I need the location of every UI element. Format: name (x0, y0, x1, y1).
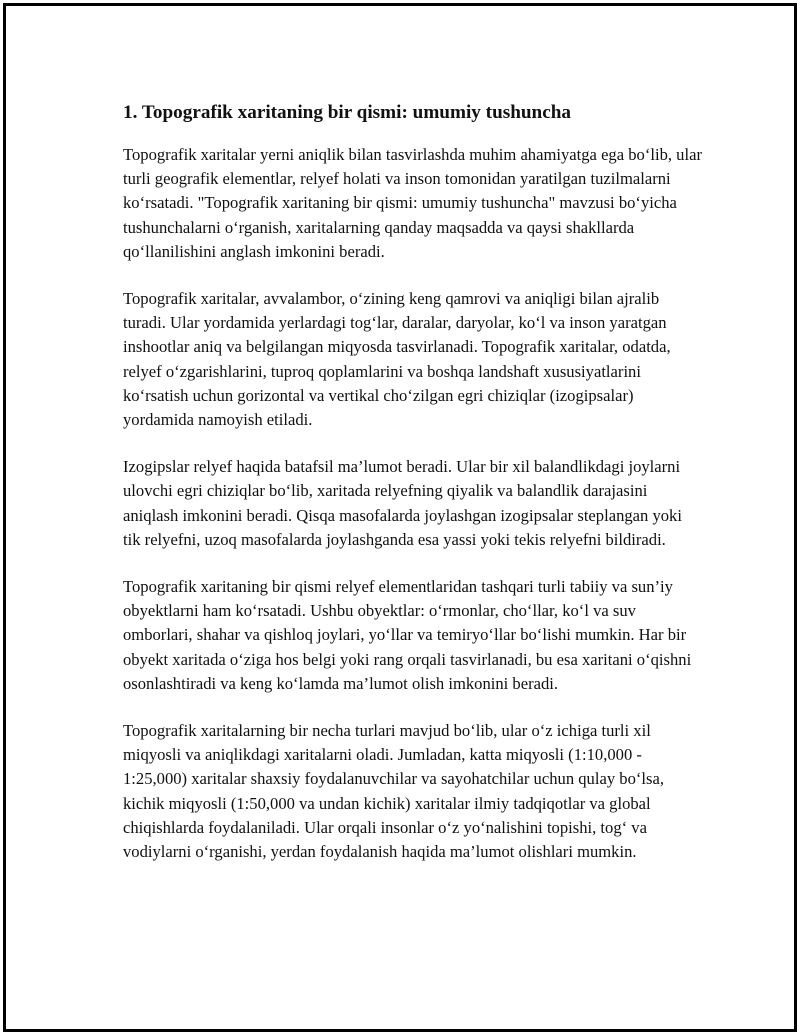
paragraph-intro: Topografik xaritalar yerni aniqlik bilan tasvirlashda muhim ahamiyatga ega bo‘lib, ular turli geografik elementlar, relyef holati va inson tomonidan yaratilgan tuzilmalarni ko‘rsatadi. "Topografik xaritaning bir qismi: umumiy tushuncha" mavzusi bo‘yicha tushunchalarni o‘rganish, xaritalarning qanday maqsadda va qaysi shakllarda qo‘llanilishini anglash imkonini beradi. (123, 145, 702, 261)
paragraph-scope: Topografik xaritalar, avvalambor, o‘zining keng qamrovi va aniqligi bilan ajralib turadi. Ular yordamida yerlardagi tog‘lar, daralar, daryolar, ko‘l va inson yaratgan inshootlar aniq va belgilangan miqyosda tasvirlanadi. Topografik xaritalar, odatda, relyef o‘zgarishlarini, tuproq qoplamlarini va boshqa landshaft xususiyatlarini ko‘rsatish uchun gorizontal va vertikal cho‘zilgan egri chiziqlar (izogipsalar) yordamida namoyish etiladi. (123, 289, 671, 430)
paragraph-types: Topografik xaritalarning bir necha turlari mavjud bo‘lib, ular o‘z ichiga turli xil miqyosli va aniqlikdagi xaritalarni oladi. Jumladan, katta miqyosli (1:10,000 - 1:25,000) xaritalar shaxsiy foydalanuvchilar va sayohatchilar uchun qulay bo‘lsa, kichik miqyosli (1:50,000 va undan kichik) xaritalar ilmiy tadqiqotlar va global chiqishlarda foydalaniladi. Ular orqali insonlar o‘z yo‘nalishini topishi, tog‘ va vodiylarni o‘rganishi, yerdan foydalanish haqida ma’lumot olishlari mumkin. (123, 721, 664, 862)
paragraph-objects: Topografik xaritaning bir qismi relyef elementlaridan tashqari turli tabiiy va sun’iy obyektlarni ham ko‘rsatadi. Ushbu obyektlar: o‘rmonlar, cho‘llar, ko‘l va suv omborlari, shahar va qishloq joylari, yo‘llar va temiryo‘llar bo‘lishi mumkin. Har bir obyekt xaritada o‘ziga hos belgi yoki rang orqali tasvirlanadi, bu esa xaritani o‘qishni osonlashtiradi va keng ko‘lamda ma’lumot olish imkonini beradi. (123, 577, 692, 693)
page-frame (3, 3, 797, 1032)
paragraph-contours: Izogipslar relyef haqida batafsil ma’lumot beradi. Ular bir xil balandlikdagi joylarni ulovchi egri chiziqlar bo‘lib, xaritada relyefning qiyalik va balandlik darajasini aniqlash imkonini beradi. Qisqa masofalarda joylashgan izogipsalar steplangan yoki tik relyefni, uzoq masofalarda joylashganda esa yassi yoki tekis relyefni bildiradi. (123, 457, 682, 549)
document-body (123, 99, 703, 887)
section-heading: 1. Topografik xaritaning bir qismi: umumiy tushuncha (123, 102, 572, 123)
